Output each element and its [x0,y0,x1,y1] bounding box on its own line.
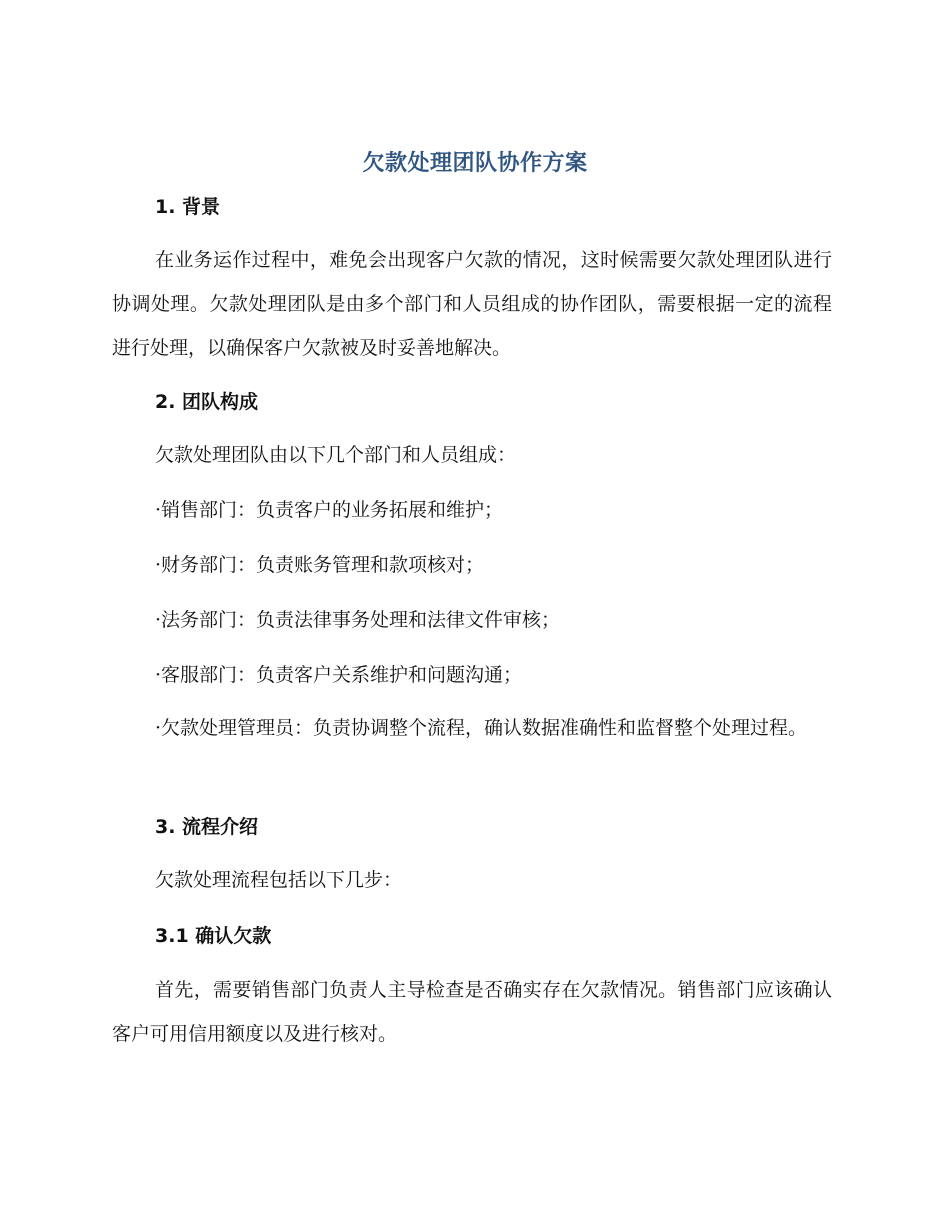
team-list-item [112,706,832,750]
subsection-heading-confirm-debt: 3.1 确认欠款 [155,925,272,947]
team-list-item [155,662,835,688]
section-heading-process: 3. 流程介绍 [155,816,259,838]
confirm-debt-paragraph: 首先，需要销售部门负责人主导检查是否确实存在欠款情况。销售部门应该确认客户可用信用额度以及进行核对。 [112,979,832,1045]
team-list-item [155,552,835,578]
background-paragraph: 在业务运作过程中，难免会出现客户欠款的情况，这时候需要欠款处理团队进行协调处理。欠款处理团队是由多个部门和人员组成的协作团队，需要根据一定的流程进行处理，以确保客户欠款被及时妥善地解决。 [112,249,832,359]
bullet-dot-icon: · [155,554,162,576]
team-list-item-text: 欠款处理管理员：负责协调整个流程，确认数据准确性和监督整个处理过程。 [161,717,808,739]
team-list-item-text: 客服部门：负责客户关系维护和问题沟通； [161,664,523,686]
team-list-item-text: 法务部门：负责法律事务处理和法律文件审核； [161,609,561,631]
document-title: 欠款处理团队协作方案 [362,151,588,176]
bullet-dot-icon: · [155,717,162,739]
process-intro: 欠款处理流程包括以下几步： [155,869,403,891]
team-list-item-text: 财务部门：负责账务管理和款项核对； [161,554,485,576]
section-heading-team: 2. 团队构成 [155,391,259,413]
team-intro: 欠款处理团队由以下几个部门和人员组成： [155,444,517,466]
bullet-dot-icon: · [155,664,162,686]
section-heading-background: 1. 背景 [155,196,221,218]
team-list-item-text: 销售部门：负责客户的业务拓展和维护； [161,499,504,521]
bullet-dot-icon: · [155,499,162,521]
team-list-item [155,607,835,633]
team-list-item [155,497,835,523]
bullet-dot-icon: · [155,609,162,631]
